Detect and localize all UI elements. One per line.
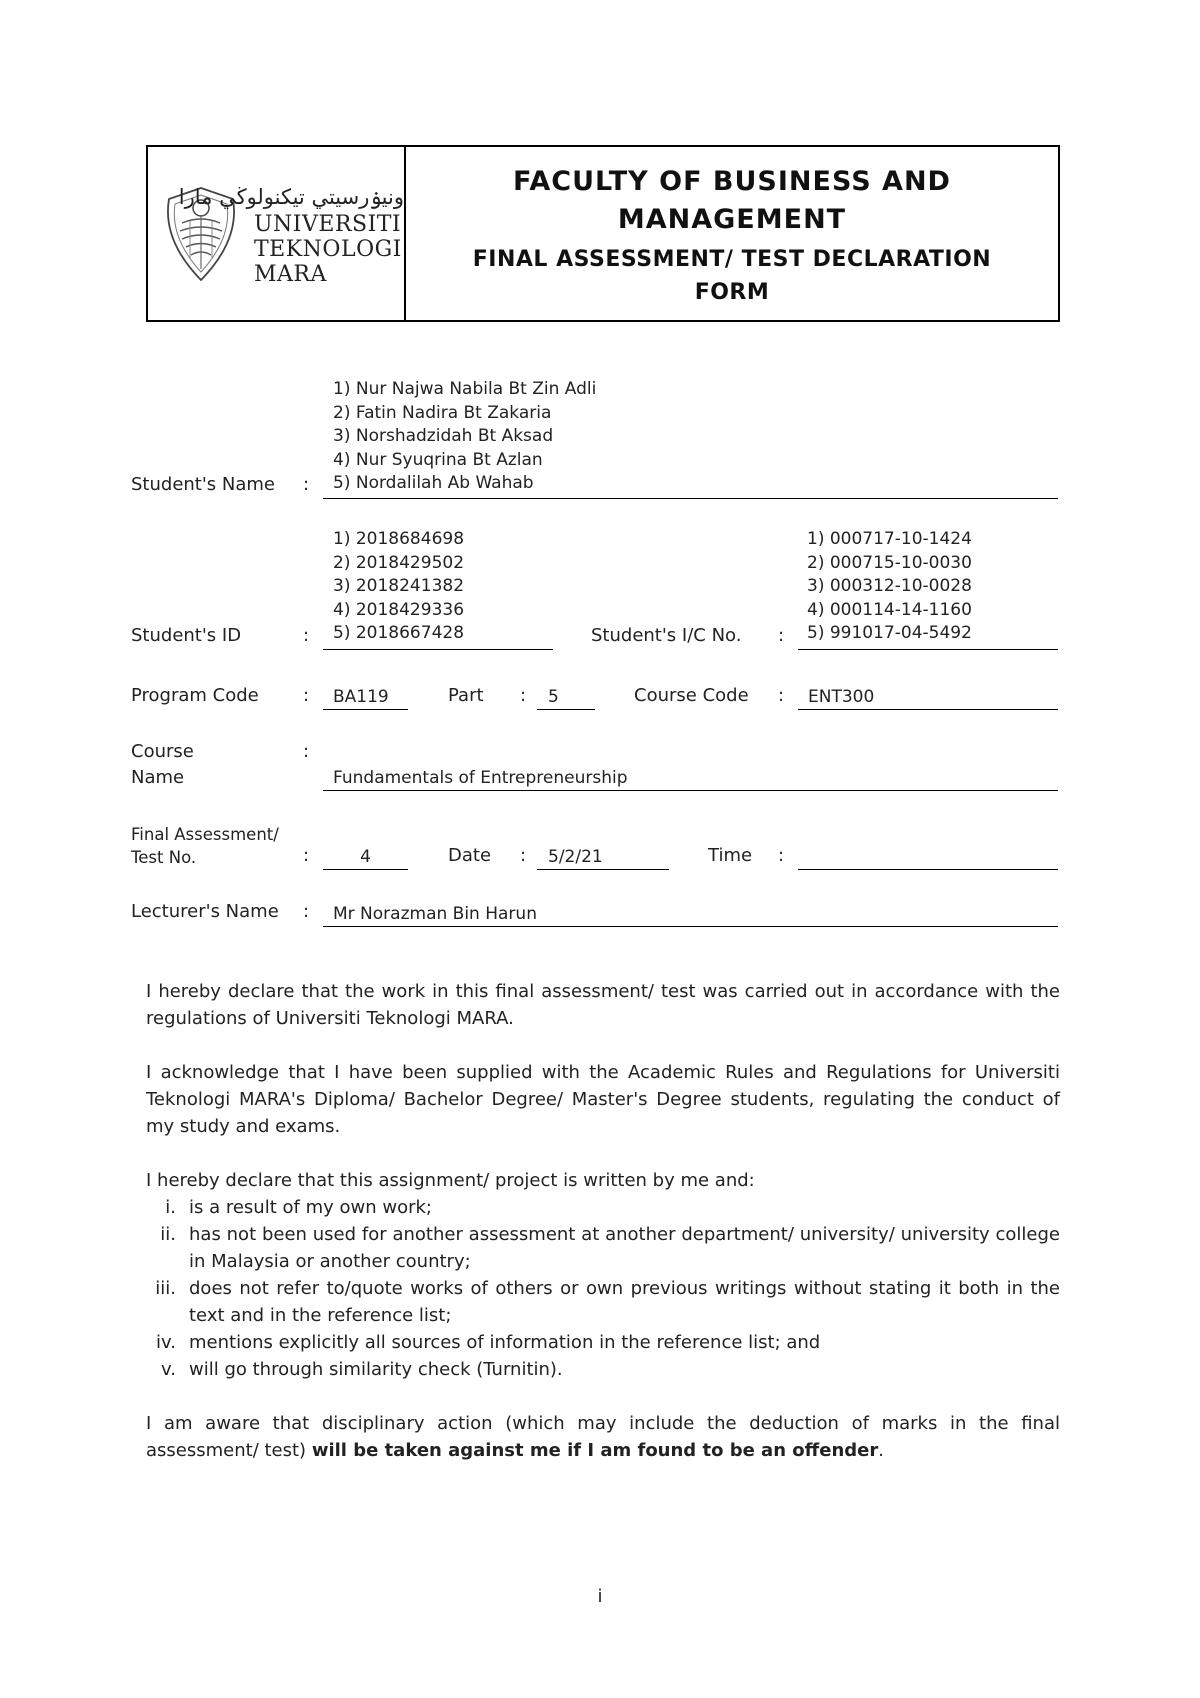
colon: :	[303, 625, 310, 646]
list-item-text: is a result of my own work;	[189, 1197, 432, 1218]
declaration-list-item	[146, 1356, 1060, 1383]
declaration-paragraph-4-start: I am aware that disciplinary action (which may include the deduction of marks in the final assessment/ test)	[146, 1413, 1060, 1461]
list-item-number: i.	[165, 1197, 176, 1218]
lecturer-name-underline	[323, 926, 1058, 927]
date-label: Date	[448, 845, 492, 866]
course-name-label-line-1: Course	[131, 741, 194, 762]
course-name-value: Fundamentals of Entrepreneurship	[333, 768, 628, 788]
declaration-list-item	[146, 1194, 1060, 1221]
program-code-underline	[323, 709, 408, 710]
colon: :	[303, 685, 310, 706]
student-name: 2) Fatin Nadira Bt Zakaria	[333, 402, 552, 423]
assessment-label	[131, 823, 279, 869]
ic-number: 2) 000715-10-0030	[807, 552, 972, 573]
ic-number: 3) 000312-10-0028	[807, 576, 972, 596]
student-name-list	[333, 378, 596, 496]
program-code-label: Program Code	[131, 685, 259, 706]
colon: :	[303, 845, 310, 866]
colon: :	[520, 845, 527, 866]
page-number: i	[597, 1586, 603, 1607]
list-item-number: iv.	[156, 1332, 176, 1353]
student-name: 5) Nordalilah Ab Wahab	[333, 473, 534, 493]
declaration-paragraph-1: I hereby declare that the work in this final assessment/ test was carried out in accordance with the regulations of Universiti Teknologi MARA.	[146, 981, 1060, 1029]
list-item-text: will go through similarity check (Turnitin).	[189, 1359, 563, 1380]
student-id: 4) 2018429336	[333, 599, 465, 620]
time-underline	[798, 869, 1058, 870]
student-name: 3) Norshadzidah Bt Aksad	[333, 426, 554, 446]
declaration-paragraph-4-bold: will be taken against me if I am found to be an offender	[311, 1440, 879, 1461]
student-name-label: Student's Name	[131, 474, 276, 495]
list-item-text: does not refer to/quote works of others or own previous writings without stating it both in the text and in the reference list;	[189, 1278, 1060, 1326]
declaration-paragraph-3: I hereby declare that this assignment/ project is written by me and:	[146, 1170, 755, 1191]
student-id-list	[333, 528, 464, 646]
header-box	[146, 145, 1060, 322]
course-name-label-line-2: Name	[131, 767, 185, 788]
list-item-text: mentions explicitly all sources of information in the reference list; and	[189, 1332, 821, 1353]
list-item-number: v.	[161, 1359, 176, 1380]
colon: :	[778, 685, 785, 706]
course-name-underline	[323, 790, 1058, 791]
lecturer-name-value: Mr Norazman Bin Harun	[333, 904, 537, 924]
declaration-paragraph-4-end: .	[878, 1440, 884, 1461]
colon: :	[303, 741, 310, 762]
ic-number-underline	[798, 649, 1058, 650]
student-id: 5) 2018667428	[333, 623, 465, 643]
student-name: 4) Nur Syuqrina Bt Azlan	[333, 449, 543, 470]
student-id-label: Student's ID	[131, 625, 242, 646]
part-label: Part	[448, 685, 484, 706]
colon: :	[778, 845, 785, 866]
student-name-underline	[323, 498, 1058, 499]
assessment-label-line-2: Test No.	[131, 848, 197, 867]
logo-text-mara: MARA	[254, 262, 327, 287]
title-cell	[406, 147, 1058, 320]
student-id: 3) 2018241382	[333, 576, 465, 596]
student-id-underline	[323, 649, 553, 650]
declaration-paragraph-4	[146, 1410, 1060, 1464]
course-code-underline	[798, 709, 1058, 710]
logo-arabic-text: ونيۏرسيتي تيكنولوڬي مارا	[178, 185, 404, 209]
list-item-number: ii.	[160, 1224, 176, 1245]
course-code-value: ENT300	[808, 687, 875, 707]
colon: :	[520, 685, 527, 706]
date-value: 5/2/21	[548, 847, 603, 867]
student-id: 2) 2018429502	[333, 552, 465, 573]
declaration-list-item	[146, 1221, 1060, 1275]
ic-number: 4) 000114-14-1160	[807, 599, 972, 620]
colon: :	[303, 901, 310, 922]
assessment-no-underline	[323, 869, 408, 870]
student-name: 1) Nur Najwa Nabila Bt Zin Adli	[333, 379, 597, 399]
ic-number-list	[807, 528, 972, 646]
course-code-label: Course Code	[634, 685, 749, 706]
declaration-paragraph-2: I acknowledge that I have been supplied with the Academic Rules and Regulations for Universiti Teknologi MARA's Diploma/ Bachelor Degree/ Master's Degree students, regulating the conduct of my study and exams.	[146, 1062, 1060, 1137]
ic-number-label: Student's I/C No.	[591, 625, 742, 646]
time-label: Time	[708, 845, 753, 866]
list-item-number: iii.	[155, 1278, 176, 1299]
program-code-value: BA119	[333, 687, 389, 707]
declaration-list-item	[146, 1329, 1060, 1356]
declaration-list-item	[146, 1275, 1060, 1329]
colon: :	[778, 625, 785, 646]
form-title-line-1: FINAL ASSESSMENT/ TEST DECLARATION	[472, 247, 992, 272]
ic-number: 1) 000717-10-1424	[807, 529, 972, 549]
faculty-title-line-1: FACULTY OF BUSINESS AND	[513, 166, 951, 197]
ic-number: 5) 991017-04-5492	[807, 623, 972, 643]
student-id: 1) 2018684698	[333, 529, 465, 549]
part-value: 5	[548, 687, 559, 707]
assessment-no-value: 4	[360, 847, 371, 867]
logo-text-universiti: UNIVERSITI	[254, 212, 402, 237]
assessment-label-line-1: Final Assessment/	[131, 825, 279, 844]
logo-text-teknologi: TEKNOLOGI	[254, 237, 402, 262]
colon: :	[303, 474, 310, 495]
part-underline	[537, 709, 595, 710]
list-item-text: has not been used for another assessment at another department/ university/ university college in Malaysia or another country;	[189, 1224, 1060, 1272]
logo-cell	[148, 147, 406, 320]
date-underline	[537, 869, 669, 870]
faculty-title-line-2: MANAGEMENT	[617, 204, 847, 235]
lecturer-name-label: Lecturer's Name	[131, 901, 279, 922]
form-title-line-2: FORM	[694, 280, 770, 305]
